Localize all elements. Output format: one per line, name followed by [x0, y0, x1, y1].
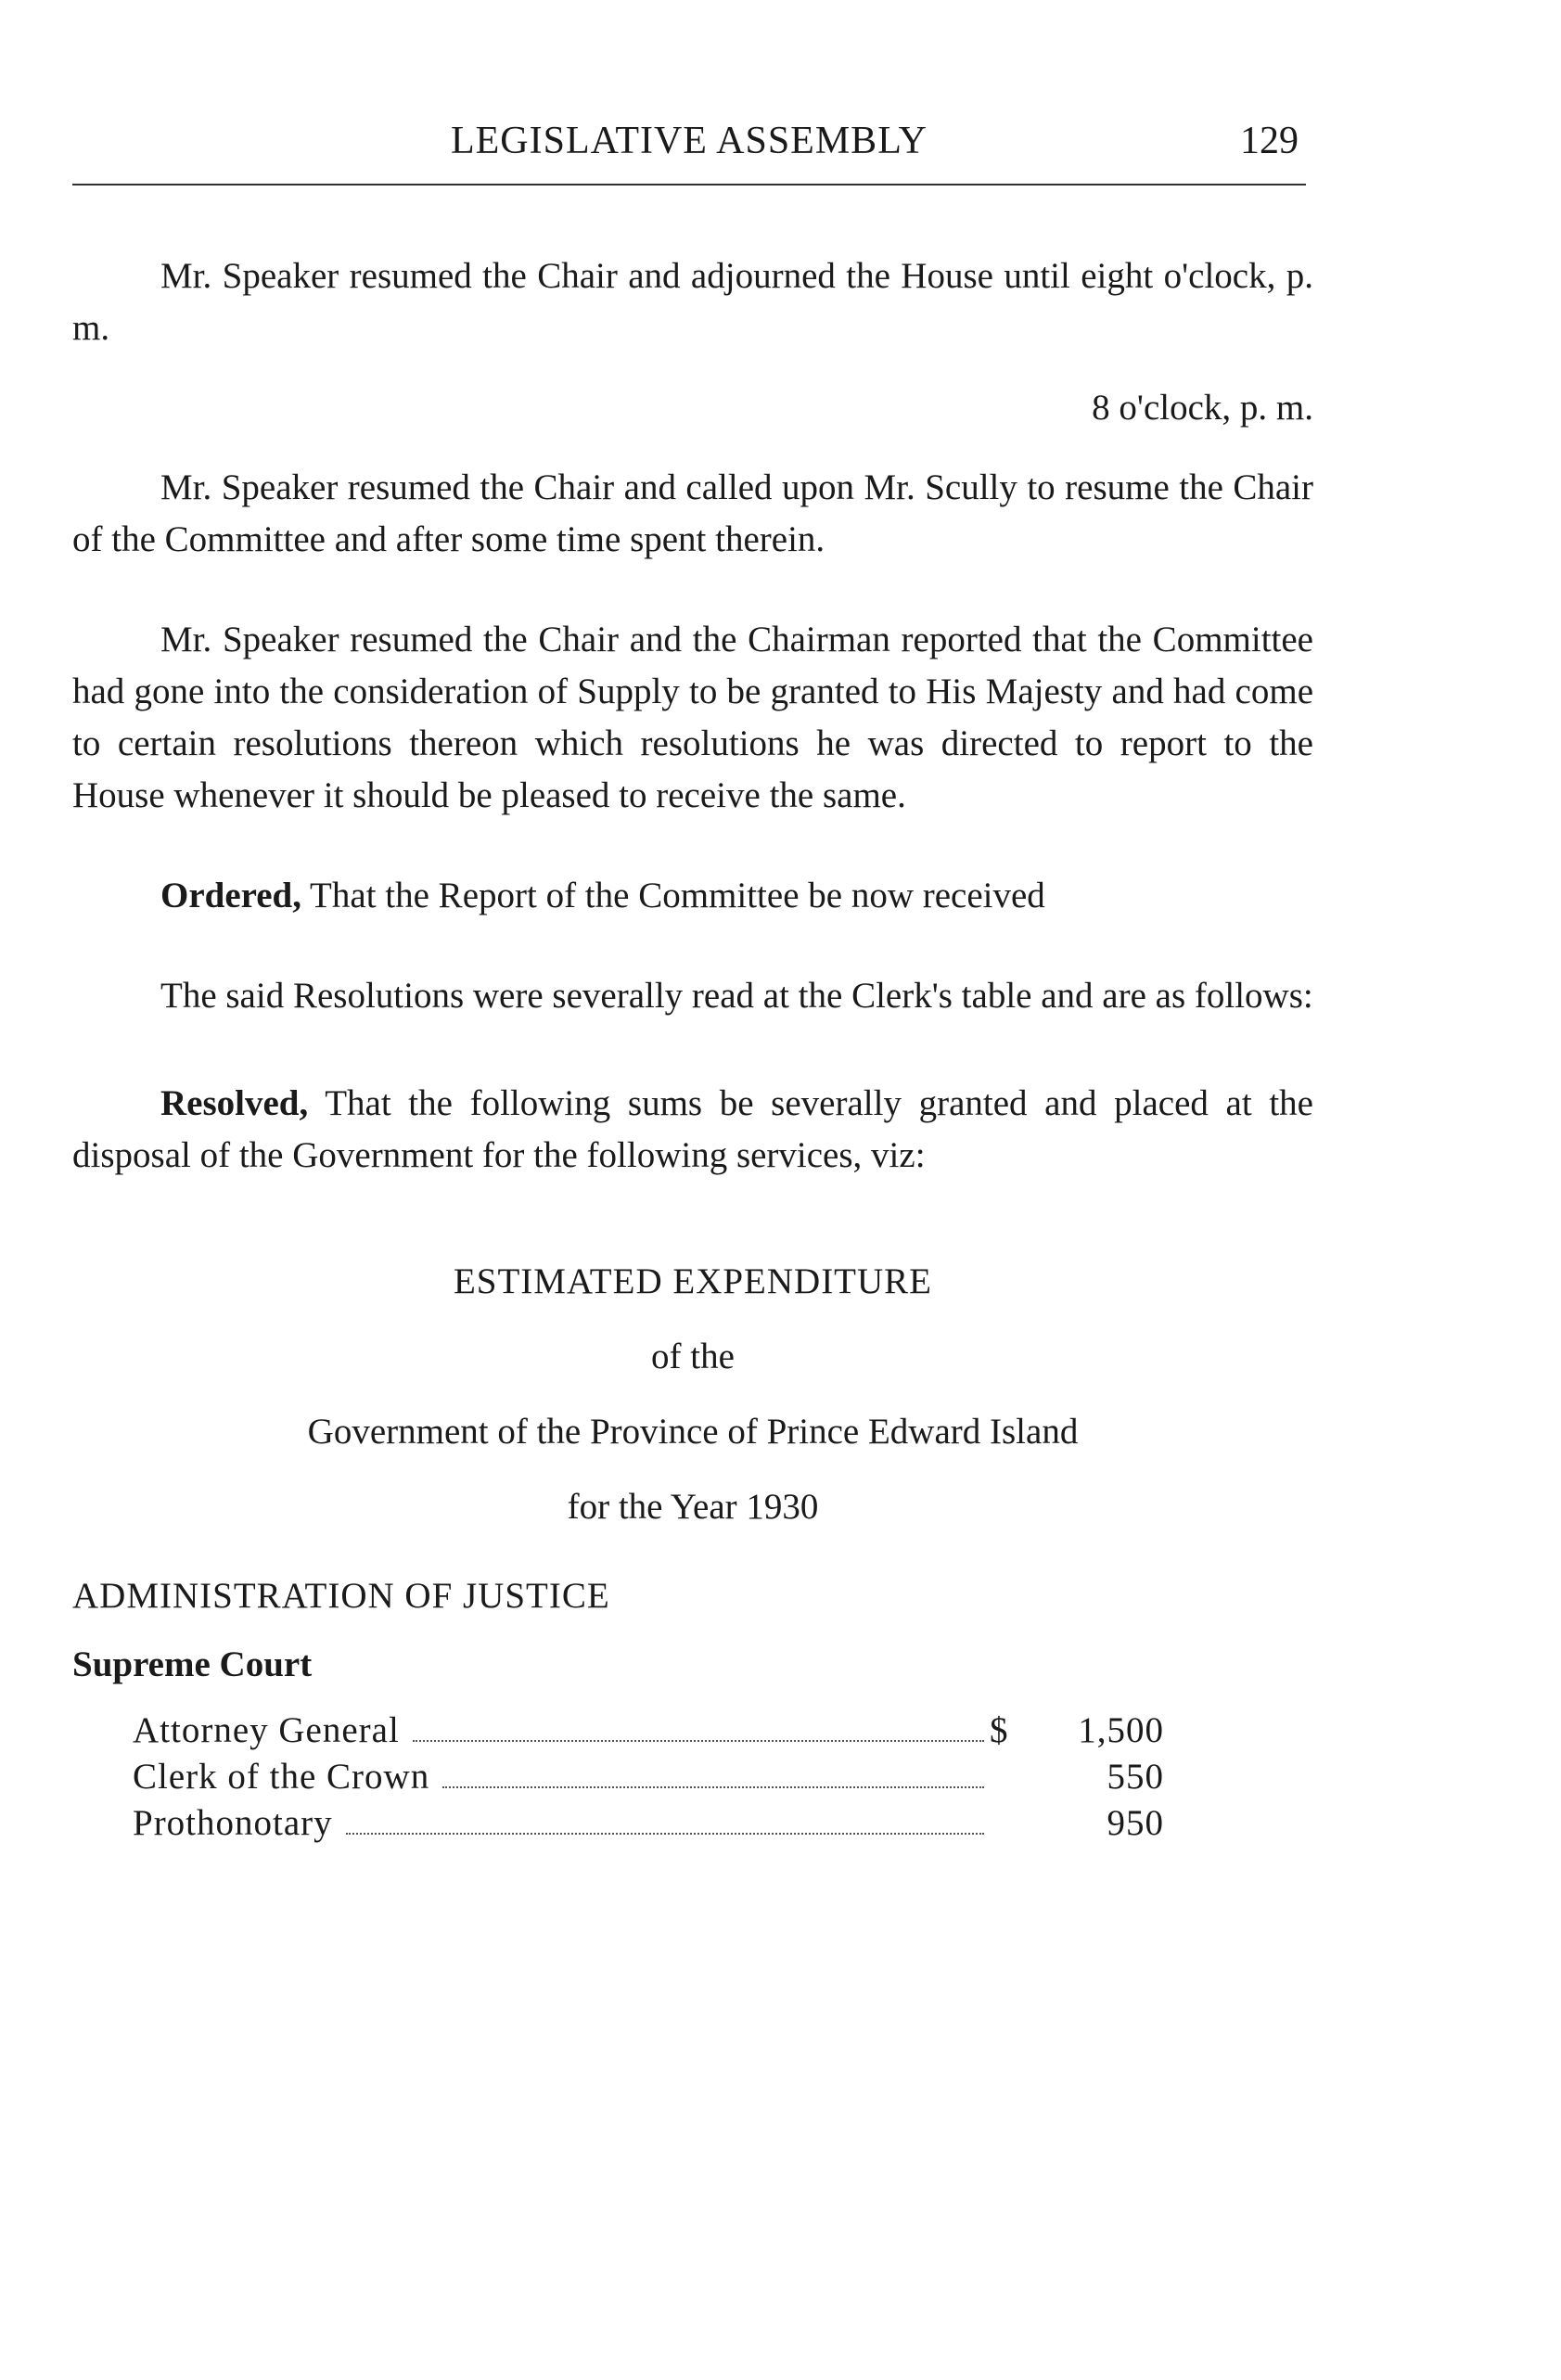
resolved-text: That the following sums be severally granted and placed at the disposal of the Government for the following services, viz:	[72, 1083, 1313, 1175]
expenditure-item	[133, 1800, 1164, 1847]
time-mark: 8 o'clock, p. m.	[1092, 388, 1313, 428]
estimate-title: ESTIMATED EXPENDITURE	[453, 1261, 933, 1301]
leader-dots	[413, 1740, 984, 1742]
leader-dots	[346, 1833, 984, 1835]
paragraph-ordered	[72, 870, 1313, 922]
ordered-label: Ordered,	[160, 876, 302, 915]
paragraph-resolved	[72, 1078, 1313, 1182]
estimate-government: Government of the Province of Prince Edward Island	[307, 1412, 1079, 1452]
page-number: 129	[1240, 120, 1299, 162]
subsection-heading: Supreme Court	[72, 1644, 313, 1684]
currency-symbol: $	[990, 1710, 1009, 1750]
running-title: LEGISLATIVE ASSEMBLY	[451, 120, 928, 162]
item-label: Attorney General	[133, 1710, 400, 1750]
ordered-text: That the Report of the Committee be now received	[301, 876, 1045, 915]
page-header	[72, 119, 1306, 178]
paragraph-resolutions-read: The said Resolutions were severally read at the Clerk's table and are as follows:	[160, 976, 1313, 1016]
item-label: Prothonotary	[133, 1803, 333, 1843]
resolved-label: Resolved,	[160, 1083, 309, 1123]
expenditure-item	[133, 1708, 1164, 1754]
page-body	[72, 250, 1313, 1847]
paragraph-chairman-report: Mr. Speaker resumed the Chair and the Chairman reported that the Committee had gone into the consideration of Supply to be granted to His Majesty and had come to certain resolutions thereon which resolutions he was directed to report to the House whenever it should be pleased to receive the same.	[72, 620, 1313, 815]
section-heading: ADMINISTRATION OF JUSTICE	[72, 1576, 610, 1616]
item-amount: 950	[1107, 1803, 1164, 1843]
paragraph-adjournment: Mr. Speaker resumed the Chair and adjourned the House until eight o'clock, p. m.	[72, 256, 1313, 348]
item-label: Clerk of the Crown	[133, 1757, 430, 1797]
item-amount: 550	[1107, 1757, 1164, 1797]
paragraph-resume-chair: Mr. Speaker resumed the Chair and called upon Mr. Scully to resume the Chair of the Committee and after some time spent therein.	[72, 467, 1313, 559]
estimate-year: for the Year 1930	[567, 1487, 819, 1527]
leader-dots	[442, 1786, 984, 1788]
expenditure-list	[133, 1708, 1164, 1847]
estimate-subtitle: of the	[651, 1337, 735, 1376]
header-rule	[72, 184, 1306, 186]
item-amount: 1,500	[1078, 1710, 1164, 1750]
expenditure-item	[133, 1754, 1164, 1800]
